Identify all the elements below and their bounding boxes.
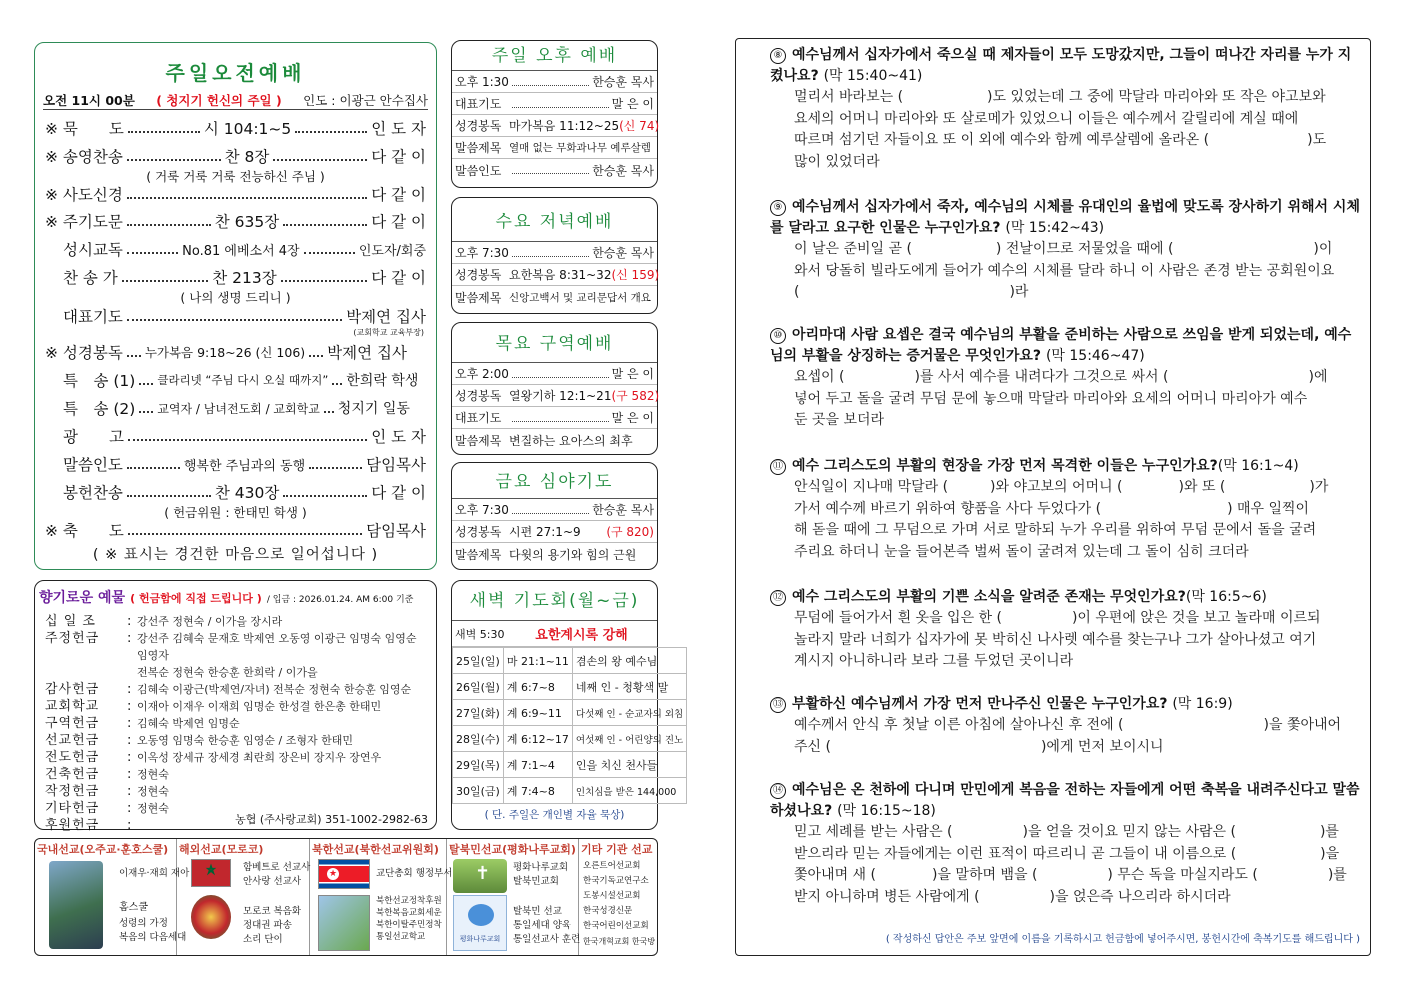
mission-domestic: 국내선교(오주교·훈호스쿨) 이재우·재희 재아 홈스쿨 성령의 가정 복음의 다음세대	[35, 839, 177, 955]
afternoon-row: 성경봉독 마가복음 11:12~25 (신 74)	[452, 115, 657, 137]
order-row-lords-prayer: ※ 주기도문 찬 635장 다 같 이	[45, 213, 426, 231]
service-leader: 인도 : 이광근 안수집사	[303, 93, 428, 108]
friday-row: 성경봉독 시편 27:1~9 (구 820)	[452, 521, 657, 543]
thursday-service	[451, 322, 658, 455]
offering-row: 전복순 정현숙 한승훈 한희락 / 이가을	[137, 666, 318, 679]
offering-row: 작정헌금 : 정현숙	[45, 784, 169, 799]
mission-overseas: 해외선교(모로코) 함베트로 선교사 안사랑 선교사 모로코 복음화 정대권 파송 소리 단이	[177, 839, 310, 955]
table-row: 27일(화) 계 6:9~11 다섯째 인 - 순교자의 외침	[453, 700, 687, 726]
friday-row: 오후 7:30 한승훈 목사	[452, 499, 657, 521]
hymn213-subtitle: ( 나의 생명 드리니 )	[180, 290, 291, 305]
offering-row: 구역헌금 : 김혜숙 박제연 임명순	[45, 716, 240, 731]
service-time: 오전 11시 00분	[43, 93, 135, 108]
family-photo	[49, 861, 103, 949]
mission-head: 탈북민선교(평화나루교회)	[449, 843, 576, 856]
offering-title-note: ( 헌금함에 직접 드립니다 )	[130, 592, 262, 605]
offering-committee-note: ( 헌금위원 : 한태민 학생 )	[164, 505, 307, 520]
mission-head: 해외선교(모로코)	[179, 843, 264, 856]
header-divider	[43, 109, 428, 110]
order-row-praise: ※ 송영찬송 찬 8장 다 같 이	[45, 148, 426, 166]
missions-box	[34, 838, 658, 956]
church-cross-photo: ✝	[453, 859, 507, 893]
mission-defector: 탈북민선교(평화나루교회) ✝ 평화나루교회 탈북민교회 평화나루교회 탈북민 선교 통일세대 양육 통일선교사 훈련	[447, 839, 579, 955]
bank-account: 농협 (주사랑교회) 351-1002-2982-63	[235, 813, 428, 826]
wednesday-service	[451, 197, 658, 314]
offering-row: 기타헌금 : 정현숙	[45, 801, 169, 816]
table-row: 29일(목) 계 7:1~4 인을 치신 천사들	[453, 752, 687, 778]
offering-row: 교회학교 : 이재아 이재우 이재희 임명순 한성결 한은총 한태민	[45, 699, 382, 714]
question-9: ⑨ 예수님께서 십자가에서 죽자, 예수님의 시체를 유대인의 율법에 맞도록 장사하기 위해서 시체를 달라고 요구한 인물은 누구인가요? (막 15:42~43) 이 날은 준비일 곧 ( ) 전날이므로 저물었을 때에 ( )이 와서 당돌히 빌라도에게 들어가 예수의 시체를 달라 하니 이 사람은 존경 받는 공회원이요 ( )라	[770, 199, 1360, 300]
table-row: 26일(월) 계 6:7~8 네째 인 - 청황색 말	[453, 674, 687, 700]
order-row-creed: ※ 사도신경 다 같 이	[45, 186, 426, 204]
thursday-row: 말씀제목 변질하는 요아스의 최후	[455, 433, 633, 448]
offering-list	[45, 613, 430, 834]
mission-head: 국내선교(오주교·훈호스쿨)	[37, 843, 169, 856]
friday-service	[451, 462, 658, 570]
thursday-title: 목요 구역예배	[452, 323, 657, 363]
sunday-afternoon-title: 주일 오후 예배	[452, 41, 657, 71]
thursday-row: 성경봉독 열왕기하 12:1~21 (구 582)	[452, 385, 657, 407]
table-row: 25일(일) 마 21:1~11 겸손의 왕 예수님	[453, 648, 687, 674]
dawn-prayer-box	[451, 580, 684, 830]
peace-church-logo: 평화나루교회	[453, 895, 507, 951]
sunday-afternoon-service	[451, 40, 658, 188]
thursday-row: 오후 2:00 말 은 이	[452, 363, 657, 385]
north-korea-flag-icon: ★	[318, 859, 370, 889]
sunday-morning-title: 주일오전예배	[165, 61, 306, 85]
order-row-offering-hymn: 봉헌찬송 찬 430장 다 같 이	[63, 484, 426, 502]
table-row: 30일(금) 계 7:4~8 인치심을 받은 144,000	[453, 778, 687, 804]
friday-row: 말씀제목 다윗의 용기와 힘의 근원	[455, 547, 637, 562]
hymn8-subtitle: ( 거룩 거룩 거룩 전능하신 주님 )	[146, 169, 325, 184]
mission-north-korea: 북한선교(북한선교위원회) ★ 교단총회 행정부서 북한선교정착후원 북한복음교회세운 북한이탈주민정착 통일선교학교	[310, 839, 447, 955]
offering-row: 십 일 조 : 강선주 정현숙 / 이가을 장시라	[45, 614, 283, 629]
afternoon-row: 말씀인도 한승훈 목사	[455, 163, 654, 178]
offering-input-note: / 입금 : 2026.01.24. AM 6:00 기준	[266, 595, 414, 605]
order-row-sermon: 말씀인도 행복한 주님과의 동행 담임목사	[63, 456, 427, 474]
morocco-emblem-icon	[191, 895, 231, 939]
order-row-special-song-2: 특 송 (2) 교역자 / 남녀전도회 / 교회학교 청지기 일동	[63, 400, 410, 418]
sunday-morning-service	[34, 42, 437, 570]
question-8: ⑧ 예수님께서 십자가에서 죽으실 때 제자들이 모두 도망갔지만, 그들이 떠나간 자리를 누가 지켰나요? (막 15:40~41) 멀리서 바라보는 ( )도 있었는데 그 중에 막달라 마리아와 또 작은 야고보와 요세의 어머니 마리아와 또 살로메가 있었으니 이들은 예수께서 갈릴리에 계실 때에 따르며 섬기던 자들이요 또 이 외에 예수와 함께 예루살렘에 올라온 ( )도 많이 있었더라	[770, 47, 1352, 170]
thursday-row: 대표기도 말 은 이	[452, 407, 657, 429]
offering-box	[34, 580, 437, 833]
order-row-representative-prayer: 대표기도 박제연 집사	[63, 308, 426, 326]
offering-row: 주정헌금 : 강선주 김혜숙 문재호 박제연 오동영 이광근 임명숙 임영순 임영자	[45, 631, 417, 662]
wednesday-title: 수요 저녁예배	[452, 198, 657, 242]
table-row: 28일(수) 계 6:12~17 여섯째 인 - 어린양의 진노	[453, 726, 687, 752]
order-row-silent-prayer: ※ 묵 도 시 104:1~5 인 도 자	[45, 120, 427, 138]
afternoon-row: 말씀제목 열매 없는 무화과나무 예루살렘	[452, 137, 657, 159]
afternoon-row: 대표기도 말 은 이	[452, 93, 657, 115]
order-row-hymn: 찬 송 가 찬 213장 다 같 이	[63, 269, 426, 287]
dawn-note: ( 단. 주일은 개인별 자율 묵상)	[484, 809, 625, 821]
dawn-title: 새벽 기도회(월~금)	[452, 581, 657, 621]
question-11: ⑪ 예수 그리스도의 부활의 현장을 가장 먼저 목격한 이들은 누구인가요?(막 16:1~4) 안식일이 지나매 막달라 ( )와 야고보의 어머니 ( )와 또 ( )가 가서 예수께 바르기 위하여 향품을 사다 두었다가 ( ) 매우 일찍이 해 돋을 때에 그 무덤으로 가며 서로 말하되 누가 우리를 위하여 무덤 문에서 돌을 굴려 주리요 하더니 눈을 들어본즉 벌써 돌이 굴려져 있는데 그 돌이 심히 크더라	[770, 456, 1362, 563]
mission-other-institutions: 기타 기관 선교 오른트어선교회 한국기독교연구소 도봉시설선교회 한국성경신문 한국어린이선교회 한국개혁교회 한국방	[581, 843, 656, 946]
service-theme: ( 청지기 헌신의 주일 )	[156, 93, 282, 108]
offering-row: 건축헌금 : 정현숙	[45, 767, 169, 782]
offering-title: 향기로운 예물	[39, 590, 126, 606]
offering-header	[39, 587, 413, 607]
question-12: ⑫ 예수 그리스도의 부활의 기쁜 소식을 알려준 존재는 무엇인가요?(막 16:5~6) 무덤에 들어가서 흰 옷을 입은 한 ( )이 우편에 앉은 것을 보고 놀라매 이르되 놀라지 말라 너희가 십자가에 못 박히신 나사렛 예수를 찾는구나 그가 살아나셨고 여기 계시지 아니하니라 보라 그를 두었던 곳이니라	[770, 587, 1362, 673]
order-row-announcements: 광 고 인 도 자	[63, 428, 426, 446]
order-row-special-song-1: 특 송 (1) 클라리넷 “주님 다시 오실 때까지” 한희락 학생	[63, 372, 419, 390]
question-14: ⑭ 예수님은 온 천하에 다니며 만민에게 복음을 전하는 자들에게 어떤 축복을 내려주신다고 말씀하셨나요? (막 16:15~18) 믿고 세례를 받는 사람은 ( )을 얻을 것이요 믿지 않는 사람은 ( )를 받으리라 믿는 자들에게는 이런 표적이 따르리니 곧 그들이 내 이름으로 ( )을 쫓아내며 새 ( )을 말하며 뱀을 ( ) 무슨 독을 마실지라도 ( )를 받지 아니하며 병든 사람에게 ( )을 얹은즉 나으리라 하시더라	[770, 782, 1360, 905]
standing-footnote: ( ※ 표시는 경건한 마음으로 일어섭니다 )	[92, 547, 379, 563]
friday-title: 금요 심야기도	[452, 463, 657, 499]
wednesday-row: 성경봉독 요한복음 8:31~32 (신 159)	[452, 264, 657, 286]
offering-row: 전도헌금 : 이옥성 장세규 장세경 최란희 장은비 장지우 장연우	[45, 750, 382, 765]
offering-row: 후원헌금 :	[45, 818, 132, 833]
question-13: ⑬ 부활하신 예수님께서 가장 먼저 만나주신 인물은 누구인가요? (막 16:9) 예수께서 안식 후 첫날 이른 아침에 살아나신 후 전에 ( )을 쫓아내어 주신 ( )에게 먼저 보이시니	[770, 694, 1362, 758]
wednesday-row: 말씀제목 신앙고백서 및 교리문답서 개요	[455, 290, 651, 305]
afternoon-row: 오후 1:30 한승훈 목사	[452, 71, 657, 93]
offering-row: 감사헌금 : 김혜숙 이광근(박제연/자녀) 전복순 정현숙 한승훈 임영순	[45, 682, 412, 697]
morocco-flag-icon	[191, 859, 231, 887]
mission-head: 기타 기관 선교	[581, 843, 653, 856]
offering-row: 선교헌금 : 오동영 임명숙 한승훈 임영순 / 조형자 한태민	[45, 733, 353, 748]
dawn-schedule-table	[452, 647, 687, 804]
question-10: ⑩ 아리마대 사람 요셉은 결국 예수님의 부활을 준비하는 사람으로 쓰임을 받게 되었는데, 예수님의 부활을 상징하는 증거물은 무엇인가요? (막 15:46~47) 요셉이 ( )를 사서 예수를 내려다가 그것으로 싸서 ( )에 넣어 두고 돌을 굴려 무덤 문에 놓으매 막달라 마리아와 요세의 어머니 마리아가 예수 둔 곳을 보더라	[770, 327, 1352, 428]
order-row-responsive-reading: 성시교독 No.81 에베소서 4장 인도자/회중	[63, 241, 426, 259]
order-row-scripture: ※ 성경봉독 누가복음 9:18~26 (신 106) 박제연 집사	[45, 344, 407, 362]
dawn-series-row: 새벽 5:30 요한계시록 강해	[452, 621, 657, 647]
order-row-benediction: ※ 축 도 담임목사	[45, 522, 426, 540]
wednesday-row: 오후 7:30 한승훈 목사	[452, 242, 657, 264]
mission-head: 북한선교(북한선교위원회)	[312, 843, 439, 856]
korea-map-image	[318, 895, 370, 951]
prayer-role-note: (교회학교 교육부장)	[353, 328, 424, 337]
service-header	[43, 91, 428, 109]
closing-note: ( 작성하신 답안은 주보 앞면에 이름을 기록하시고 헌금함에 넣어주시면, 봉헌시간에 축복기도를 해드립니다 )	[885, 934, 1360, 945]
